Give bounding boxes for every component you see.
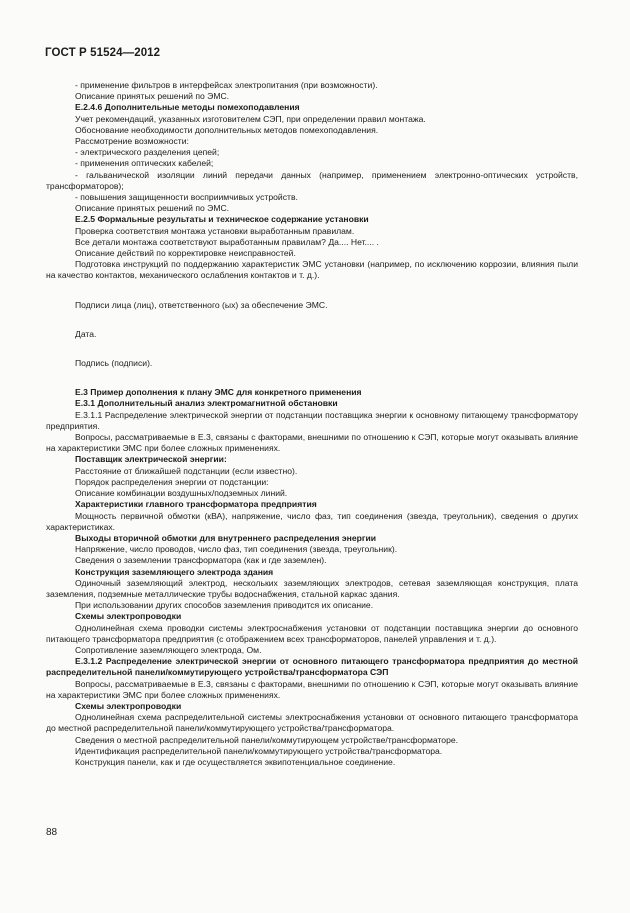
paragraph: - гальванической изоляции линий передачи данных (например, применением электронно-оптических устройств, трансформаторов); xyxy=(46,169,578,191)
paragraph: Идентификация распределительной панели/коммутирующего устройства/трансформатора. xyxy=(75,745,443,756)
section-heading: Выходы вторичной обмотки для внутреннего распределения энергии xyxy=(75,532,377,543)
paragraph: Подпись (подписи). xyxy=(75,358,153,369)
paragraph: Мощность первичной обмотки (кВА), напряжение, число фаз, тип соединения (звезда, треугольник), сведения о других характеристиках. xyxy=(46,510,578,532)
paragraph: Однолинейная схема распределительной системы электроснабжения установки от основного питающего трансформатора до местной распределительной панели/коммутирующего устройства/трансформатора. xyxy=(46,712,578,734)
section-heading: Схемы электропроводки xyxy=(75,611,182,622)
spacer xyxy=(46,282,578,300)
document-body xyxy=(46,80,578,768)
section-heading: Конструкция заземляющего электрода здания xyxy=(75,566,274,577)
paragraph: Подписи лица (лиц), ответственного (ых) за обеспечение ЭМС. xyxy=(75,299,328,310)
paragraph: Учет рекомендаций, указанных изготовителем СЭП, при определении правил монтажа. xyxy=(75,113,426,124)
section-heading: Поставщик электрической энергии: xyxy=(75,454,227,465)
paragraph: Описание комбинации воздушных/подземных линий. xyxy=(75,488,288,499)
paragraph: При использовании других способов заземления приводится их описание. xyxy=(75,600,374,611)
paragraph: Проверка соответствия монтажа установки выработанным правилам. xyxy=(75,225,355,236)
section-heading: Е.3.1 Дополнительный анализ электромагнитной обстановки xyxy=(75,398,338,409)
paragraph: Рассмотрение возможности: xyxy=(75,136,189,147)
paragraph: Сведения о местной распределительной панели/коммутирующем устройстве/трансформаторе. xyxy=(75,734,459,745)
paragraph: Сведения о заземлении трансформатора (как и где заземлен). xyxy=(75,555,327,566)
document-header: ГОСТ Р 51524—2012 xyxy=(45,47,161,59)
spacer xyxy=(46,340,578,358)
spacer xyxy=(46,369,578,387)
paragraph: Конструкция панели, как и где осуществляется эквипотенциальное соединение. xyxy=(75,756,396,767)
paragraph: Описание принятых решений по ЭМС. xyxy=(75,203,230,214)
paragraph: Подготовка инструкций по поддержанию характеристик ЭМС установки (например, по исключению коррозии, влияния пыли на качество контактов, механического ослабления контактов и т. д.). xyxy=(46,259,578,281)
paragraph: Вопросы, рассматриваемые в Е.3, связаны с факторами, внешними по отношению к СЭП, которые могут оказывать влияние на характеристики ЭМС при более сложных применениях. xyxy=(46,678,578,700)
section-heading: Е.3.1.2 Распределение электрической энергии от основного питающего трансформатора предприятия до местной распределительной панели/коммутирующего устройства/трансформатора СЭП xyxy=(46,656,578,678)
paragraph: Обоснование необходимости дополнительных методов помехоподавления. xyxy=(75,124,379,135)
paragraph: Все детали монтажа соответствуют выработанным правилам? Да.... Нет.... . xyxy=(75,236,379,247)
paragraph: Напряжение, число проводов, число фаз, тип соединения (звезда, треугольник). xyxy=(75,544,398,555)
paragraph: Одиночный заземляющий электрод, нескольких заземляющих электродов, сетевая заземляющая конструкция, плата заземления, подземные металлические трубы водоснабжения, стальной каркас здания. xyxy=(46,577,578,599)
paragraph: Описание действий по корректировке неисправностей. xyxy=(75,248,296,259)
paragraph: Сопротивление заземляющего электрода, Ом. xyxy=(75,644,262,655)
paragraph: Описание принятых решений по ЭМС. xyxy=(75,91,230,102)
paragraph: Дата. xyxy=(75,328,97,339)
paragraph: Расстояние от ближайшей подстанции (если известно). xyxy=(75,465,298,476)
paragraph: Однолинейная схема проводки системы электроснабжения установки от подстанции поставщика энергии до основного питающего трансформатора предприятия (с отображением всех трансформаторов, панелей управления и т. д.). xyxy=(46,622,578,644)
section-heading: Е.2.4.6 Дополнительные методы помехоподавления xyxy=(75,102,300,113)
paragraph: - применение фильтров в интерфейсах электропитания (при возможности). xyxy=(75,80,378,90)
section-heading: Схемы электропроводки xyxy=(75,700,182,711)
page-number: 88 xyxy=(46,827,58,838)
paragraph: Е.3.1.1 Распределение электрической энергии от подстанции поставщика энергии к основному питающему трансформатору предприятия. xyxy=(46,409,578,431)
paragraph: - применения оптических кабелей; xyxy=(75,158,214,169)
section-heading: Е.2.5 Формальные результаты и техническое содержание установки xyxy=(75,214,369,225)
paragraph: Вопросы, рассматриваемые в Е.3, связаны с факторами, внешними по отношению к СЭП, которые могут оказывать влияние на характеристики ЭМС при более сложных применениях. xyxy=(46,432,578,454)
section-heading: Характеристики главного трансформатора предприятия xyxy=(75,499,317,510)
section-heading: Е.3 Пример дополнения к плану ЭМС для конкретного применения xyxy=(75,387,362,398)
spacer xyxy=(46,311,578,329)
paragraph: Порядок распределения энергии от подстанции: xyxy=(75,476,269,487)
paragraph: - электрического разделения цепей; xyxy=(75,147,220,158)
paragraph: - повышения защищенности восприимчивых устройств. xyxy=(75,192,298,203)
